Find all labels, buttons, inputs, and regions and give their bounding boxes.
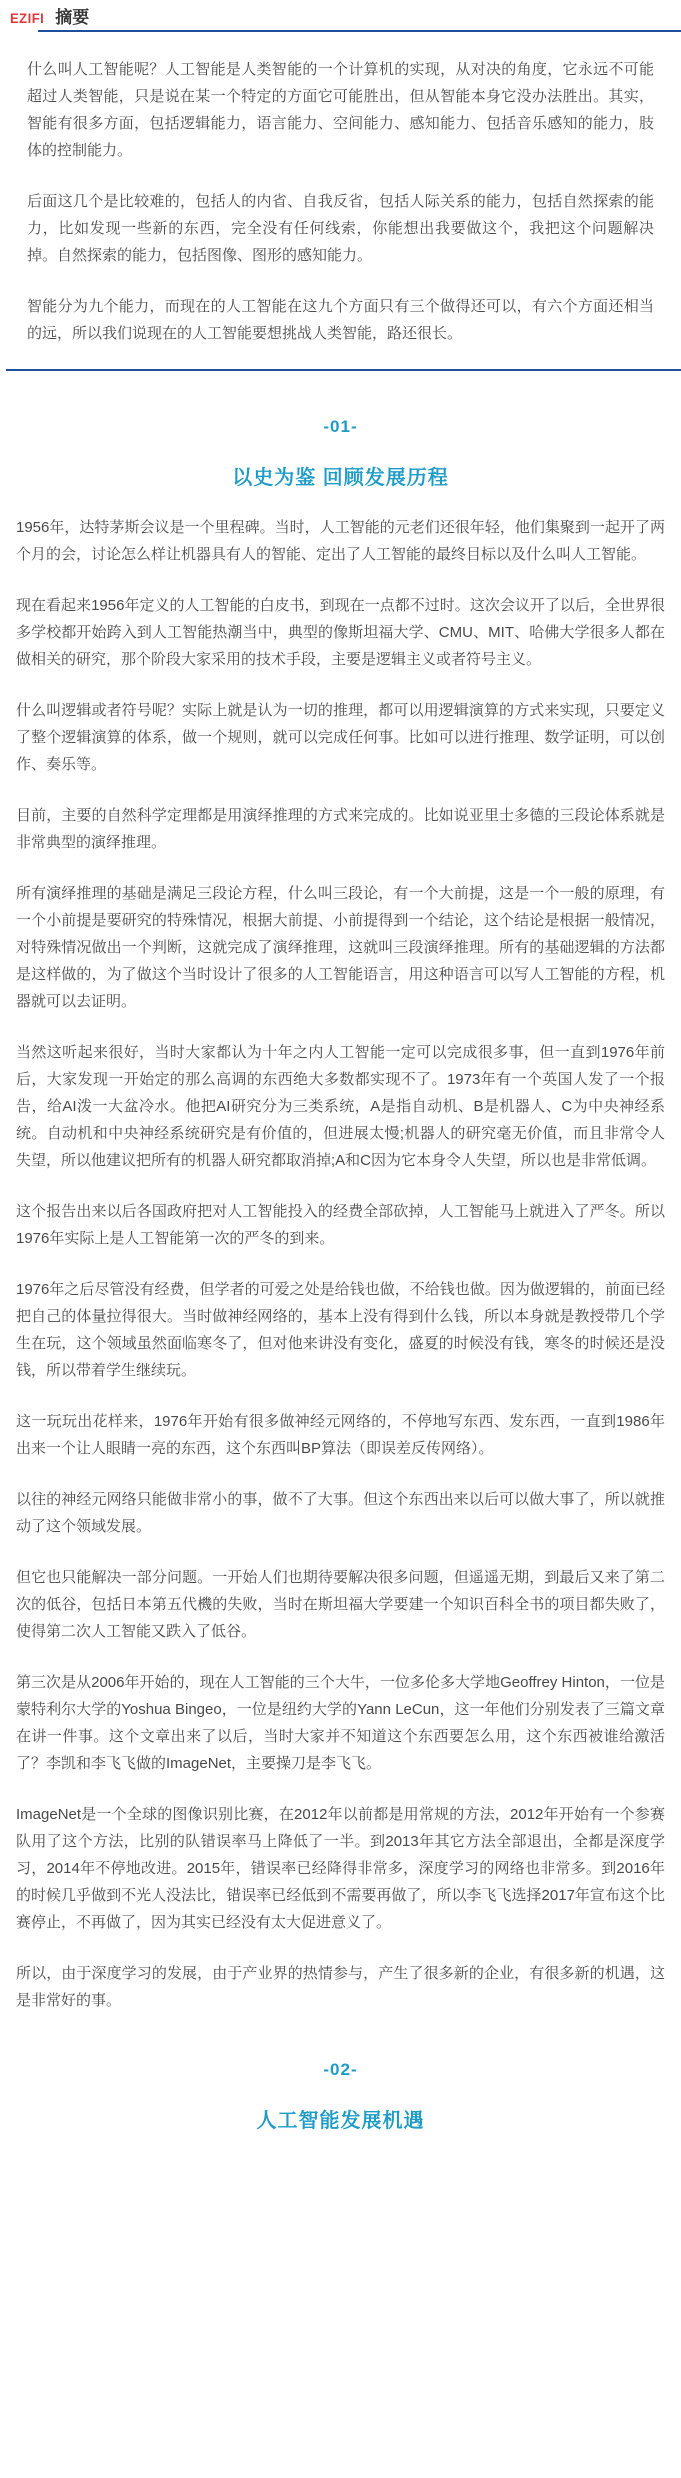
abstract-paragraph: 什么叫人工智能呢？人工智能是人类智能的一个计算机的实现，从对决的角度，它永远不可能超过人类智能，只是说在某一个特定的方面它可能胜出，但从智能本身它没办法胜出。其实，智能有很多方面，包括逻辑能力，语言能力、空间能力、感知能力、包括音乐感知的能力，肢体的控制能力。: [27, 61, 654, 159]
section-01: [0, 417, 681, 2014]
body-paragraph: 所以，由于深度学习的发展，由于产业界的热情参与，产生了很多新的企业，有很多新的机遇，这是非常好的事。: [16, 1965, 665, 2009]
body-paragraph: 这一玩玩出花样来，1976年开始有很多做神经元网络的，不停地写东西、发东西，一直到1986年出来一个让人眼睛一亮的东西，这个东西叫BP算法（即误差反传网络）。: [16, 1413, 665, 1457]
body-paragraph: 1956年，达特茅斯会议是一个里程碑。当时，人工智能的元老们还很年轻，他们集聚到一起开了两个月的会，讨论怎么样让机器具有人的智能、定出了人工智能的最终目标以及什么叫人工智能。: [16, 519, 665, 563]
abstract-header: [0, 0, 681, 30]
body-paragraph: 1976年之后尽管没有经费，但学者的可爱之处是给钱也做，不给钱也做。因为做逻辑的，前面已经把自己的体量拉得很大。当时做神经网络的，基本上没有得到什么钱，所以本身就是教授带几个学生在玩，这个领域虽然面临寒冬了，但对他来讲没有变化，盛夏的时候没有钱，寒冬的时候还是没钱，所以带着学生继续玩。: [16, 1281, 665, 1379]
abstract-paragraph: 后面这几个是比较难的，包括人的内省、自我反省，包括人际关系的能力，包括自然探索的能力，比如发现一些新的东西，完全没有任何线索，你能想出我要做这个，我把这个问题解决掉。自然探索的能力，包括图像、图形的感知能力。: [27, 193, 654, 264]
body-paragraph: 这个报告出来以后各国政府把对人工智能投入的经费全部砍掉，人工智能马上就进入了严冬。所以1976年实际上是人工智能第一次的严冬的到来。: [16, 1203, 665, 1247]
abstract-heading: 摘要: [55, 8, 90, 27]
section-01-body: [0, 514, 681, 2014]
body-paragraph: 什么叫逻辑或者符号呢？实际上就是认为一切的推理，都可以用逻辑演算的方式来实现，只要定义了整个逻辑演算的体系，做一个规则，就可以完成任何事。比如可以进行推理、数学证明，可以创作、奏乐等。: [16, 702, 665, 773]
body-paragraph: 以往的神经元网络只能做非常小的事，做不了大事。但这个东西出来以后可以做大事了，所以就推动了这个领域发展。: [16, 1491, 665, 1535]
body-paragraph: 目前，主要的自然科学定理都是用演绎推理的方式来完成的。比如说亚里士多德的三段论体系就是非常典型的演绎推理。: [16, 807, 665, 851]
header-divider: [38, 30, 681, 32]
body-paragraph: ImageNet是一个全球的图像识别比赛，在2012年以前都是用常规的方法，2012年开始有一个参赛队用了这个方法，比别的队错误率马上降低了一半。到2013年其它方法全部退出，全都是深度学习，2014年不停地改进。2015年，错误率已经降得非常多，深度学习的网络也非常多。到2016年的时候几乎做到不光人没法比，错误率已经低到不需要再做了，所以李飞飞选择2017年宣布这个比赛停止，不再做了，因为其实已经没有太大促进意义了。: [16, 1806, 665, 1931]
body-paragraph: 第三次是从2006年开始的，现在人工智能的三个大牛，一位多伦多大学地Geoffrey Hinton，一位是蒙特利尔大学的Yoshua Bingeo，一位是纽约大学的Yann LeCun，这一年他们分别发表了三篇文章在讲一件事。这个文章出来了以后，当时大家并不知道这个东西要怎么用，这个东西被谁给激活了？李凯和李飞飞做的ImageNet，主要操刀是李飞飞。: [16, 1674, 665, 1772]
abstract-paragraph: 智能分为九个能力，而现在的人工智能在这九个方面只有三个做得还可以，有六个方面还相当的远，所以我们说现在的人工智能要想挑战人类智能，路还很长。: [27, 298, 654, 342]
body-paragraph: 所有演绎推理的基础是满足三段论方程，什么叫三段论，有一个大前提，这是一个一般的原理，有一个小前提是要研究的特殊情况，根据大前提、小前提得到一个结论，这个结论是根据一般情况，对特殊情况做出一个判断，这就完成了演绎推理，这就叫三段演绎推理。所有的基础逻辑的方法都是这样做的，为了做这个当时设计了很多的人工智能语言，用这种语言可以写人工智能的方程，机器就可以去证明。: [16, 885, 665, 1010]
body-paragraph: 现在看起来1956年定义的人工智能的白皮书，到现在一点都不过时。这次会议开了以后，全世界很多学校都开始跨入到人工智能热潮当中，典型的像斯坦福大学、CMU、MIT、哈佛大学很多人都在做相关的研究，那个阶段大家采用的技术手段，主要是逻辑主义或者符号主义。: [16, 597, 665, 668]
body-paragraph: 但它也只能解决一部分问题。一开始人们也期待要解决很多问题，但遥遥无期，到最后又来了第二次的低谷，包括日本第五代機的失败，当时在斯坦福大学要建一个知识百科全书的项目都失败了，使得第二次人工智能又跌入了低谷。: [16, 1569, 665, 1640]
abstract-bottom-divider: [6, 369, 681, 371]
abstract-section: [0, 56, 681, 369]
section-02: [0, 2060, 681, 2133]
brand-logo: EZIFI: [10, 10, 45, 27]
section-01-number: -01-: [323, 417, 358, 436]
section-02-number: -02-: [323, 2060, 358, 2079]
body-paragraph: 当然这听起来很好，当时大家都认为十年之内人工智能一定可以完成很多事，但一直到1976年前后，大家发现一开始定的那么高调的东西绝大多数都实现不了。1973年有一个英国人发了一个报告，给AI泼一大盆冷水。他把AI研究分为三类系统，A是指自动机、B是机器人、C为中央神经系统。自动机和中央神经系统研究是有价值的，但进展太慢;机器人的研究毫无价值，而且非常令人失望，所以他建议把所有的机器人研究都取消掉;A和C因为它本身令人失望，所以也是非常低调。: [16, 1044, 665, 1169]
section-02-title: 人工智能发展机遇: [256, 2110, 425, 2132]
section-01-title: 以史为鉴 回顾发展历程: [232, 467, 449, 489]
